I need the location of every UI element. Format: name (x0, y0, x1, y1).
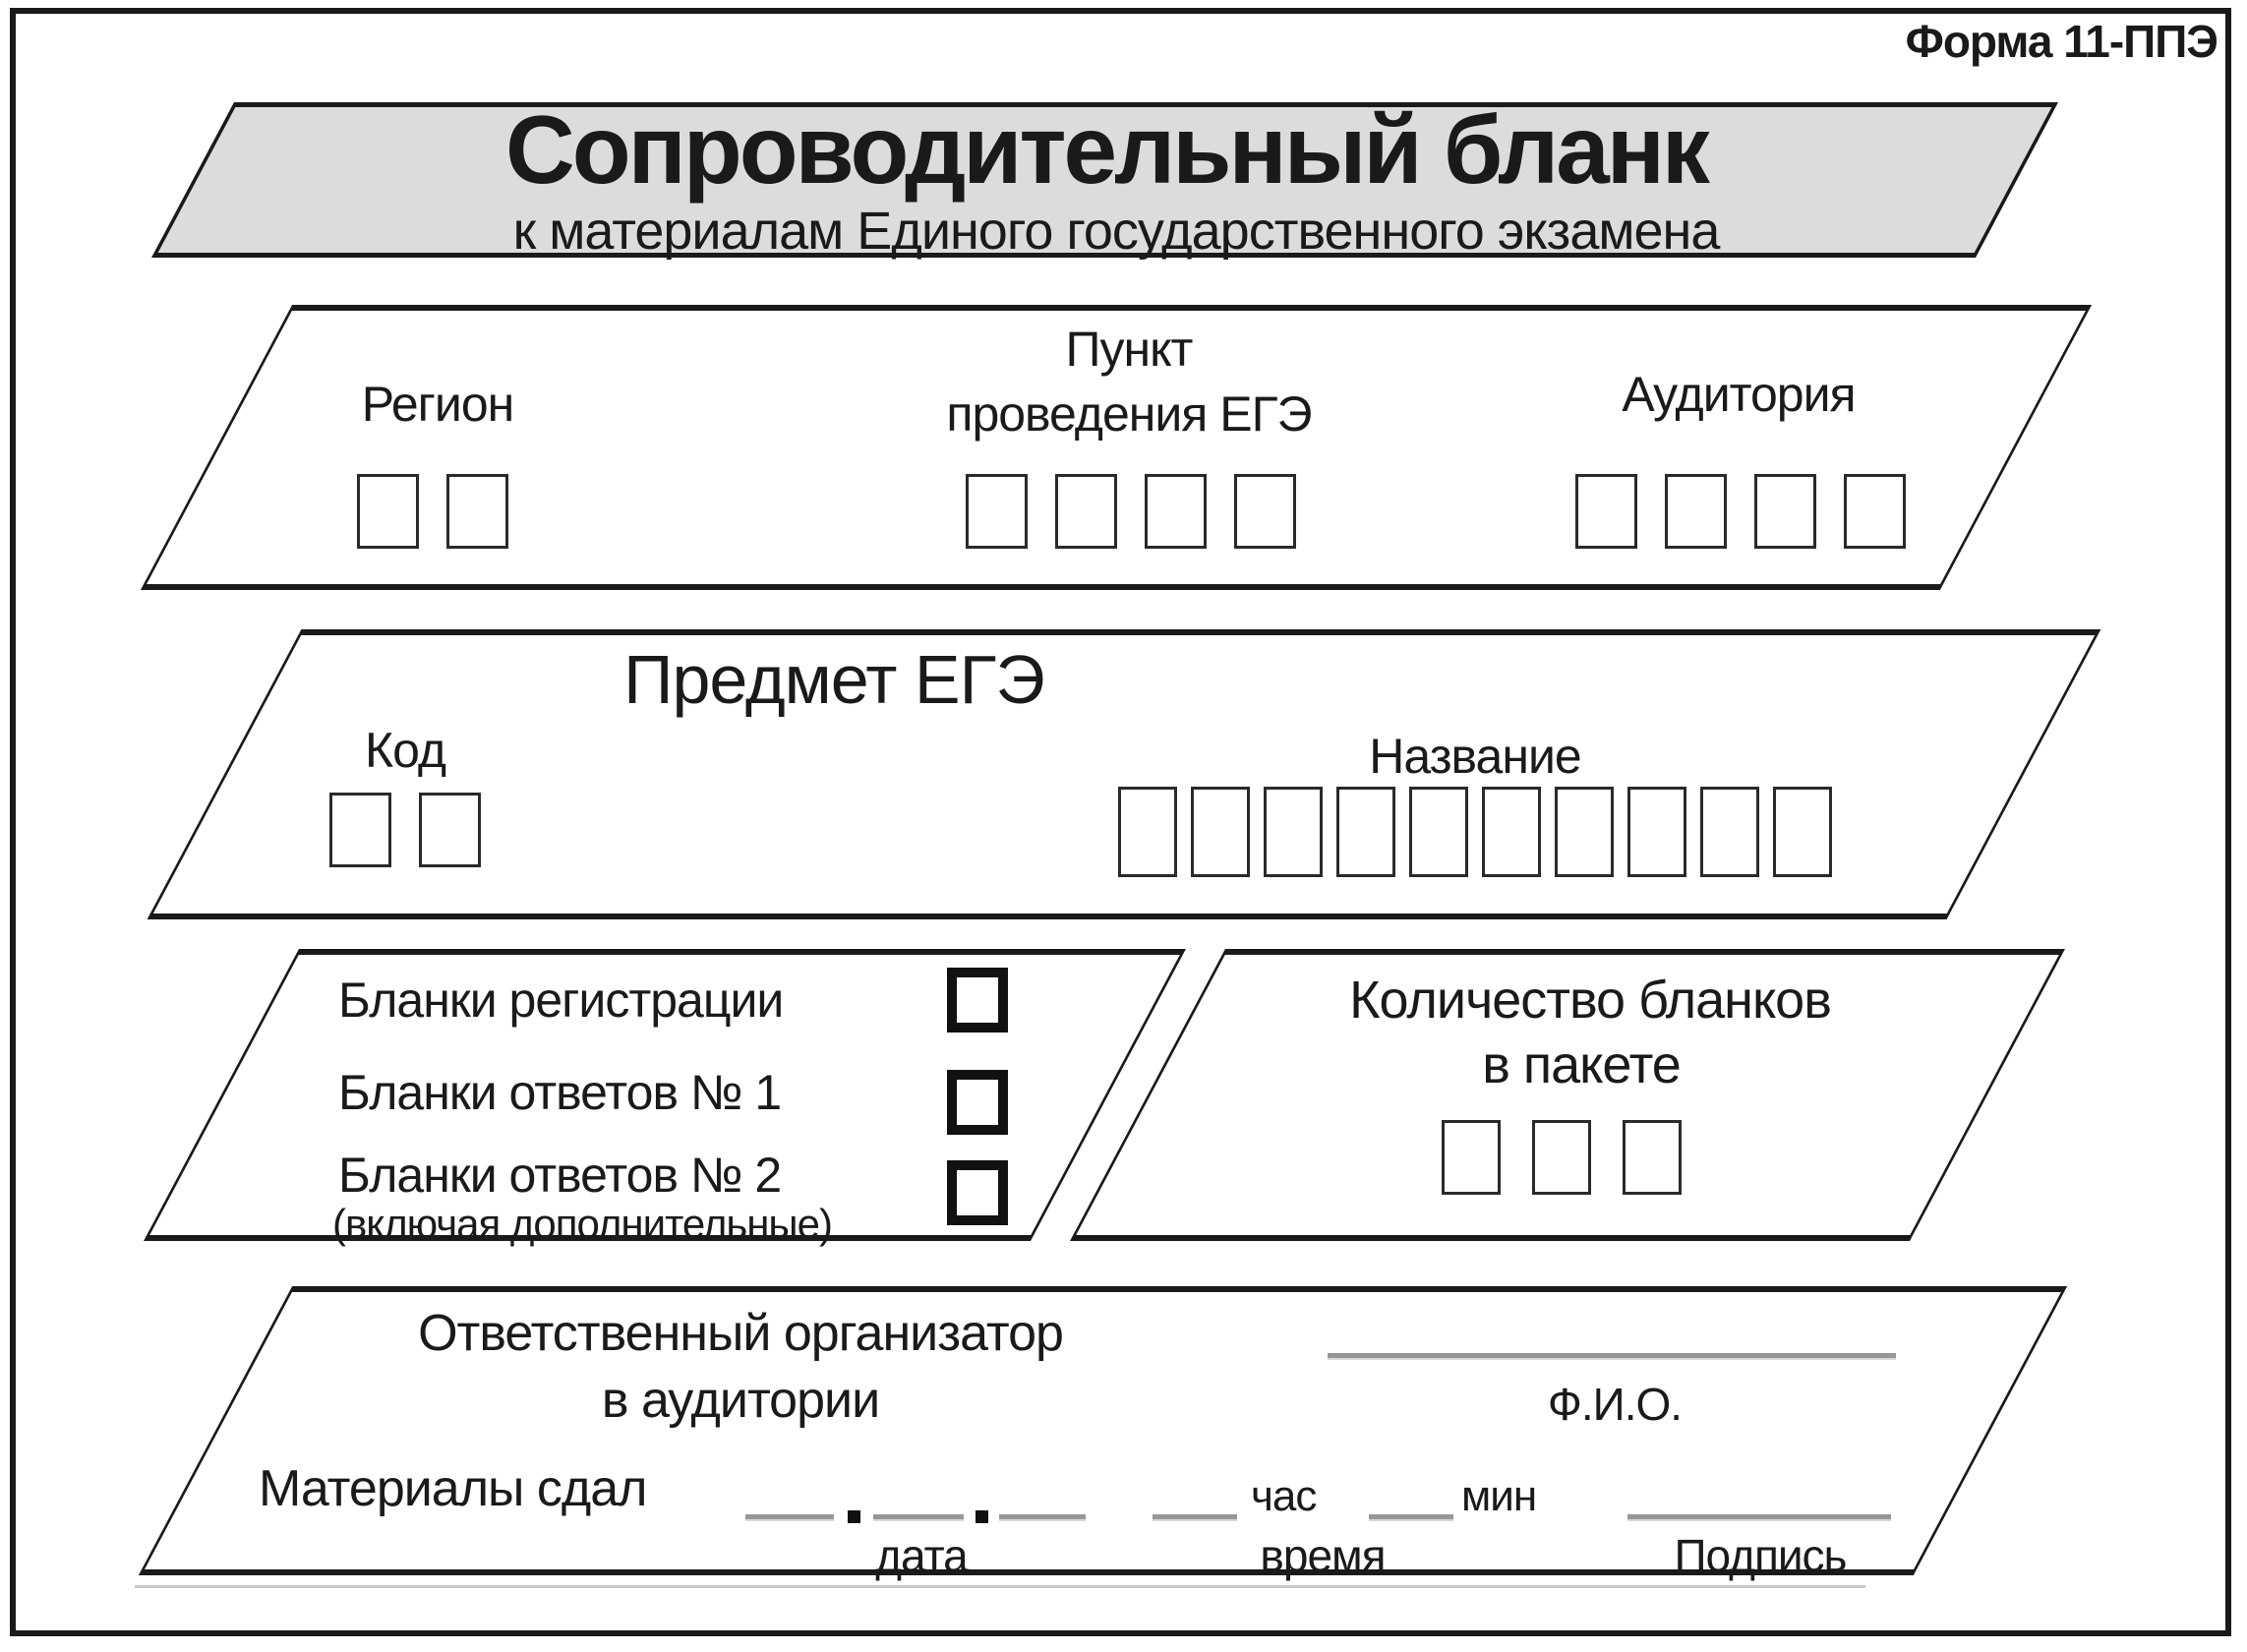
registration-blanks-checkbox[interactable] (947, 968, 1008, 1032)
form-subtitle: к материалам Единого государственного экзамена (512, 202, 1720, 261)
package-label-line2: в пакете (1482, 1035, 1681, 1094)
date-caption: дата (875, 1530, 968, 1581)
input-cell[interactable] (1264, 787, 1323, 877)
subject-code-label: Код (364, 723, 446, 778)
input-cell[interactable] (1754, 474, 1816, 549)
date-month-blank[interactable] (873, 1514, 964, 1521)
organizer-label-line2: в аудитории (601, 1372, 880, 1429)
time-caption: время (1260, 1530, 1386, 1581)
hour-label: час (1251, 1472, 1317, 1520)
station-label-line1: Пункт (1065, 322, 1193, 377)
input-cell[interactable] (419, 793, 481, 867)
input-cell[interactable] (966, 474, 1028, 549)
answer-blanks-2-label: Бланки ответов № 2 (338, 1148, 782, 1203)
input-cell[interactable] (1665, 474, 1727, 549)
date-year-blank[interactable] (999, 1514, 1086, 1521)
date-day-blank[interactable] (745, 1514, 834, 1521)
registration-blanks-label: Бланки регистрации (338, 973, 784, 1028)
input-cell[interactable] (1627, 787, 1686, 877)
input-cell[interactable] (1118, 787, 1177, 877)
input-cell[interactable] (446, 474, 508, 549)
section-shadow-line (135, 1585, 1865, 1588)
input-cell[interactable] (1191, 787, 1250, 877)
input-cell[interactable] (1555, 787, 1614, 877)
minute-label: мин (1461, 1472, 1537, 1520)
organizer-label-line1: Ответственный организатор (418, 1305, 1063, 1362)
auditorium-label: Аудитория (1622, 367, 1856, 422)
auditorium-cells[interactable] (1575, 474, 1906, 549)
input-cell[interactable] (1145, 474, 1207, 549)
input-cell[interactable] (1442, 1120, 1501, 1195)
input-cell[interactable] (1055, 474, 1117, 549)
date-separator-dot (848, 1510, 860, 1523)
input-cell[interactable] (1482, 787, 1541, 877)
subject-title: Предмет ЕГЭ (623, 641, 1044, 718)
station-label (946, 317, 1311, 446)
package-count-cells[interactable] (1442, 1120, 1682, 1195)
input-cell[interactable] (1336, 787, 1395, 877)
answer-blanks-1-checkbox[interactable] (947, 1070, 1008, 1135)
station-cells[interactable] (966, 474, 1296, 549)
package-label-line1: Количество бланков (1349, 971, 1831, 1030)
station-label-line2: проведения ЕГЭ (946, 386, 1312, 442)
form-code: Форма 11-ППЭ (1905, 16, 2217, 67)
input-cell[interactable] (1575, 474, 1637, 549)
fio-label: Ф.И.О. (1547, 1379, 1683, 1430)
answer-blanks-2-checkbox[interactable] (947, 1160, 1008, 1225)
signature-caption: Подпись (1674, 1530, 1847, 1581)
hour-blank[interactable] (1153, 1514, 1237, 1521)
subject-name-cells[interactable] (1118, 787, 1832, 877)
minute-blank[interactable] (1369, 1514, 1453, 1521)
input-cell[interactable] (1409, 787, 1468, 877)
answer-blanks-1-label: Бланки ответов № 1 (338, 1065, 782, 1120)
signature-blank-line[interactable] (1627, 1514, 1891, 1521)
input-cell[interactable] (1532, 1120, 1591, 1195)
date-separator-dot (976, 1510, 988, 1523)
subject-code-cells[interactable] (329, 793, 481, 867)
input-cell[interactable] (1234, 474, 1296, 549)
input-cell[interactable] (329, 793, 391, 867)
answer-blanks-2-note: (включая дополнительные) (332, 1201, 832, 1247)
input-cell[interactable] (1623, 1120, 1682, 1195)
input-cell[interactable] (1773, 787, 1832, 877)
input-cell[interactable] (357, 474, 419, 549)
input-cell[interactable] (1844, 474, 1906, 549)
input-cell[interactable] (1700, 787, 1759, 877)
fio-blank-line[interactable] (1328, 1353, 1896, 1360)
subject-name-label: Название (1369, 729, 1581, 784)
region-label: Регион (361, 377, 514, 432)
region-cells[interactable] (357, 474, 508, 549)
materials-handed-label: Материалы сдал (259, 1460, 647, 1517)
form-title: Сопроводительный бланк (505, 95, 1707, 204)
